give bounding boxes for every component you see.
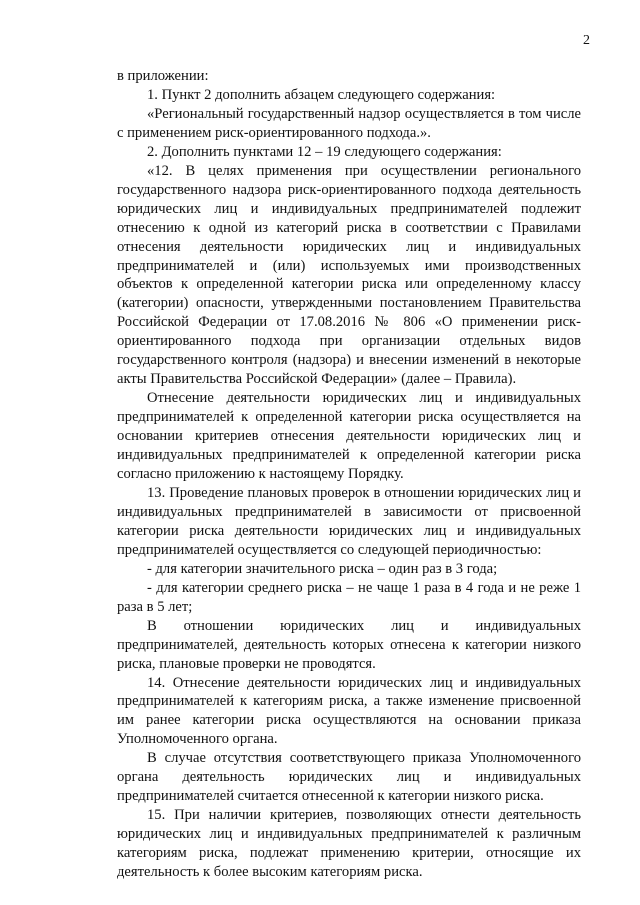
list-item-significant-risk: - для категории значительного риска – один раз в 3 года; xyxy=(147,560,498,577)
paragraph-item-12: «12. В целях применения при осуществлении регионального государственного надзора риск-ориентированного подхода деятельность юридических лиц и индивидуальных предпринимателей подлежит отнесению к одной из категорий риска в соответствии с Правилами отнесения деятельности юридических лиц и индивидуальных предпринимателей и (или) используемых ими производственных объектов к определенной категории риска или определенному классу (категории) опасности, утвержденными постановлением Правительства Российской Федерации от 17.08.2016 № 806 «О применении риск-ориентированного подхода при организации отдельных видов государственного контроля (надзора) и внесении изменений в некоторые акты Правительства Российской Федерации» (далее – Правила). xyxy=(117,162,581,388)
paragraph-item-13: 13. Проведение плановых проверок в отношении юридических лиц и индивидуальных предпринимателей в зависимости от присвоенной категории риска деятельности юридических лиц и индивидуальных предпринимателей осуществляется со следующей периодичностью: xyxy=(117,484,581,558)
document-body xyxy=(117,67,581,882)
paragraph-low-risk: В отношении юридических лиц и индивидуальных предпринимателей, деятельность которых отнесена к категории низкого риска, плановые проверки не проводятся. xyxy=(117,617,581,672)
paragraph-intro: в приложении: xyxy=(117,68,209,84)
list-item-medium-risk: - для категории среднего риска – не чаще 1 раза в 4 года и не реже 1 раза в 5 лет; xyxy=(117,579,581,615)
page-number: 2 xyxy=(583,33,590,48)
paragraph-amendment-1: 1. Пункт 2 дополнить абзацем следующего содержания: xyxy=(147,86,496,103)
paragraph-item-15: 15. При наличии критериев, позволяющих отнести деятельность юридических лиц и индивидуальных предпринимателей к различным категориям риска, подлежат применению критерии, относящие их деятельность к более высоким категориям риска. xyxy=(117,807,581,881)
paragraph-item-14: 14. Отнесение деятельности юридических лиц и индивидуальных предпринимателей к категориям риска, а также изменение присвоенной им ранее категории риска осуществляются на основании приказа Уполномоченного органа. xyxy=(117,674,581,748)
paragraph-item-12-continued: Отнесение деятельности юридических лиц и индивидуальных предпринимателей к определенной категории риска осуществляется на основании критериев отнесения деятельности юридических лиц и индивидуальных предпринимателей к определенной категории риска согласно приложению к настоящему Порядку. xyxy=(117,390,581,483)
paragraph-no-order: В случае отсутствия соответствующего приказа Уполномоченного органа деятельность юридических лиц и индивидуальных предпринимателей считается отнесенной к категории низкого риска. xyxy=(117,750,581,805)
paragraph-amendment-2: 2. Дополнить пунктами 12 – 19 следующего содержания: xyxy=(147,143,502,160)
paragraph-amendment-1-text: «Региональный государственный надзор осуществляется в том числе с применением риск-ориентированного подхода.». xyxy=(117,105,581,141)
